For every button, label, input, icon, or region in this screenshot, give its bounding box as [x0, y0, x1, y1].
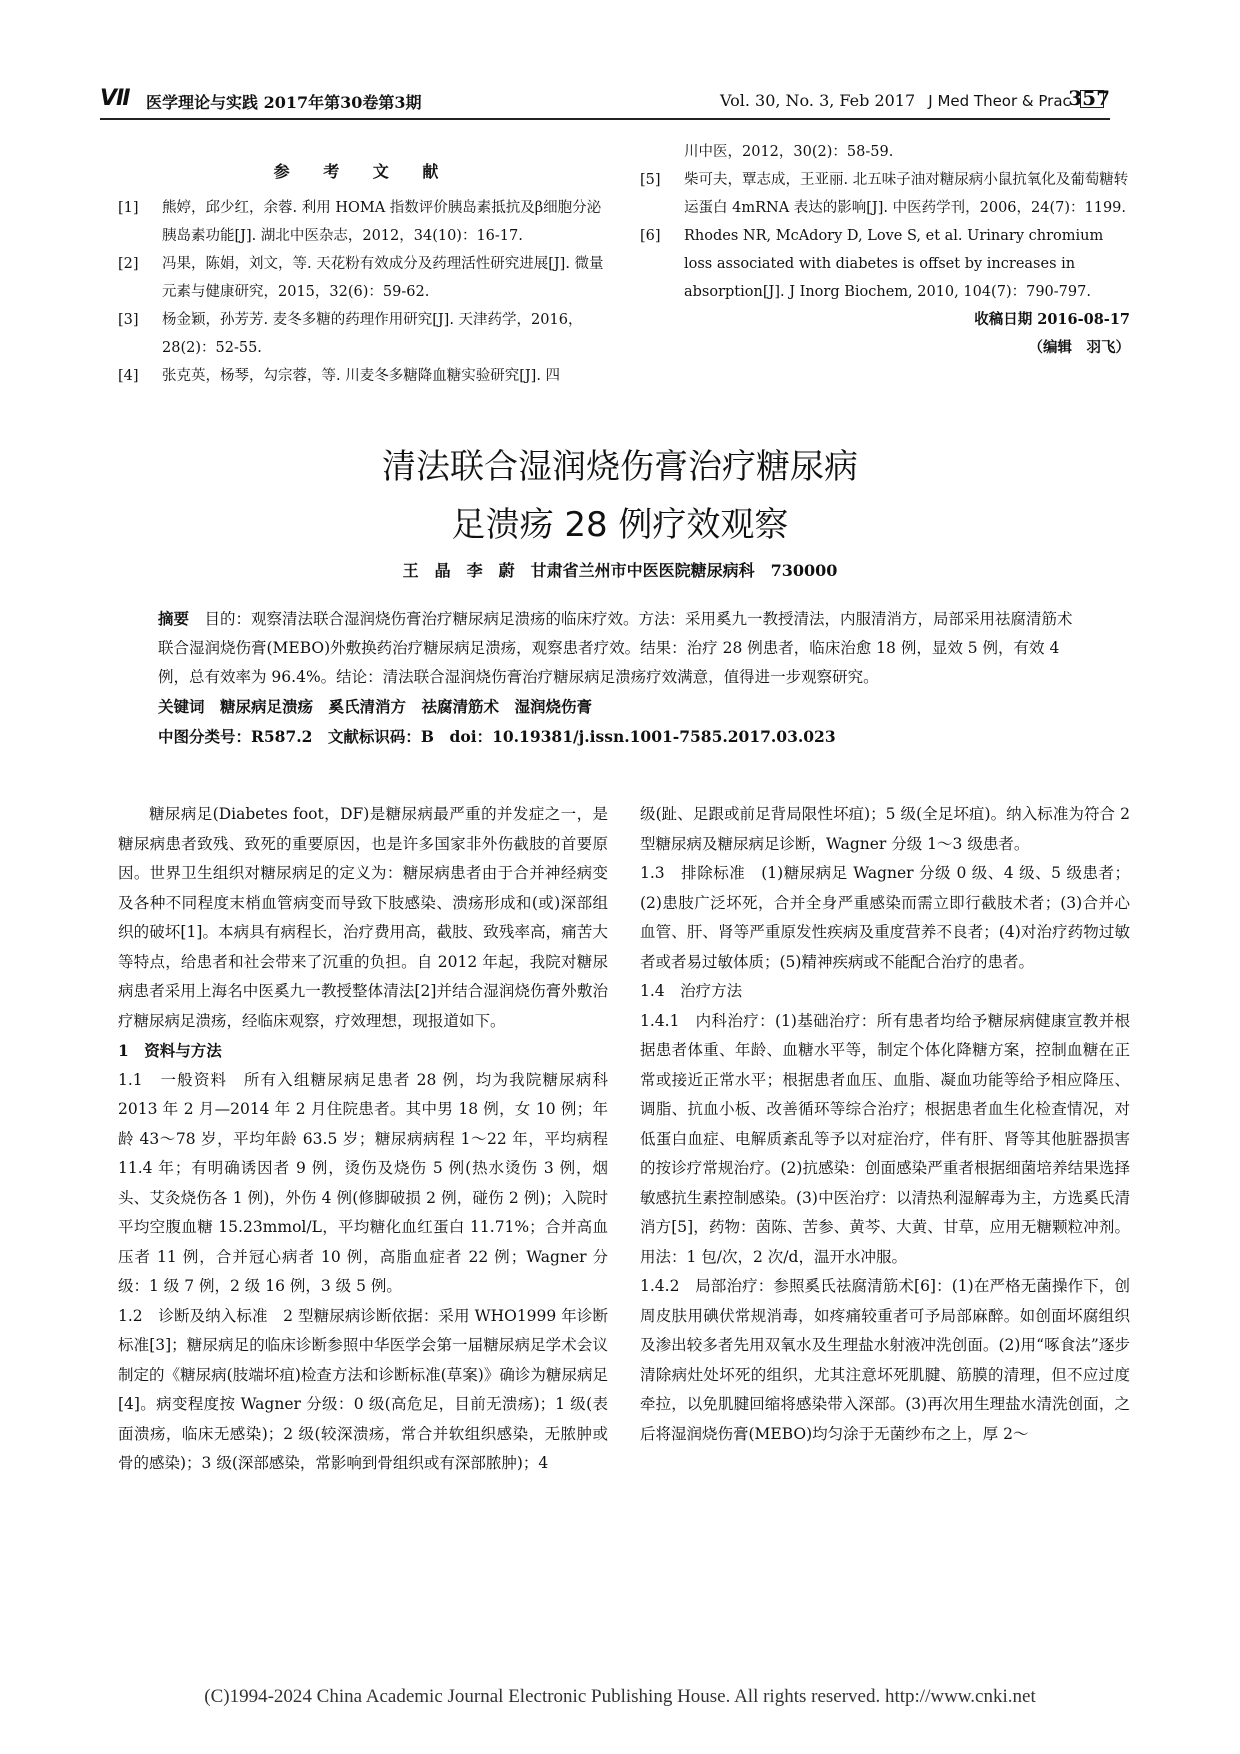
reference-text: 杨金颖，孙芳芳. 麦冬多糖的药理作用研究[J]. 天津药学，2016，28(2)：52-55.: [162, 312, 583, 356]
article-title-line1: 清法联合湿润烧伤膏治疗糖尿病: [382, 447, 858, 487]
reference-item: [118, 362, 608, 390]
reference-text: 柴可夫，覃志成，王亚丽. 北五味子油对糖尿病小鼠抗氧化及葡萄糖转运蛋白 4mRNA 表达的影响[J]. 中医药学刊，2006，24(7)：1199.: [684, 172, 1129, 216]
body-paragraph: 糖尿病足(Diabetes foot，DF)是糖尿病最严重的并发症之一，是糖尿病患者致残、致死的重要原因，也是许多国家非外伤截肢的首要原因。世界卫生组织对糖尿病足的定义为：糖尿病患者由于合并神经病变及各种不同程度末梢血管病变而导致下肢感染、溃疡形成和(或)深部组织的破坏[1]。本病具有病程长，治疗费用高，截肢、致残率高，痛苦大等特点，给患者和社会带来了沉重的负担。自 2012 年起，我院对糖尿病患者采用上海名中医奚九一教授整体清法[2]并结合湿润烧伤膏外敷治疗糖尿病足溃疡，经临床观察，疗效理想，现报道如下。: [118, 805, 608, 1030]
section-heading: 1 资料与方法: [118, 1041, 222, 1060]
article-authors: 王 晶 李 蔚 甘肃省兰州市中医医院糖尿病科 730000: [402, 561, 838, 580]
classification: 中图分类号：R587.2 文献标识码：B doi：10.19381/j.issn.1001-7585.2017.03.023: [158, 727, 836, 746]
references-right-column: [640, 138, 1130, 362]
subsection-paragraph: 1.3 排除标准 (1)糖尿病足 Wagner 分级 0 级、4 级、5 级患者；(2)患肢广泛坏死，合并全身严重感染而需立即行截肢术者；(3)合并心血管、肝、肾等严重原发性疾病及重度营养不良者；(4)对治疗药物过敏者或者易过敏体质；(5)精神疾病或不能配合治疗的患者。: [640, 864, 1130, 971]
reference-number: [3]: [118, 312, 139, 328]
reference-text: 冯果，陈娟，刘文，等. 天花粉有效成分及药理活性研究进展[J]. 微量元素与健康研究，2015，32(6)：59-62.: [162, 256, 604, 300]
editor-note: （编辑 羽飞）: [1028, 339, 1130, 356]
header-left: 医学理论与实践 2017年第30卷第3期: [146, 93, 422, 112]
body-right-column: [640, 800, 1130, 1449]
header-volume: Vol. 30, No. 3, Feb 2017: [720, 91, 916, 110]
subsection-paragraph: 1.4.2 局部治疗：参照奚氏祛腐清筋术[6]：(1)在严格无菌操作下，创周皮肤用碘伏常规消毒，如疼痛较重者可予局部麻醉。如创面坏腐组织及渗出较多者先用双氧水及生理盐水射液冲洗创面。(2)用“啄食法”逐步清除病灶处坏死的组织，尤其注意坏死肌腱、筋膜的清理，但不应过度牵拉，以免肌腱回缩将感染带入深部。(3)再次用生理盐水清洗创面，之后将湿润烧伤膏(MEBO)均匀涂于无菌纱布之上，厚 2～: [640, 1277, 1130, 1443]
abstract-block: [158, 604, 1088, 751]
header-journal-en: J Med Theor & Prac: [928, 92, 1071, 110]
article-title: [0, 438, 1240, 554]
received-date: 收稿日期 2016-08-17: [974, 311, 1130, 328]
reference-item: [118, 250, 608, 306]
reference-item: [118, 306, 608, 362]
reference-text: Rhodes NR, McAdory D, Love S, et al. Urinary chromium loss associated with diabetes is offset by increases in absorption[J]. J Inorg Biochem, 2010, 104(7)：790-797.: [684, 228, 1104, 300]
keywords-text: 糖尿病足溃疡 奚氏清消方 祛腐清筋术 湿润烧伤膏: [220, 697, 593, 716]
abstract-label: 摘要: [158, 609, 190, 628]
body-left-column: [118, 800, 608, 1479]
reference-number: [1]: [118, 200, 139, 216]
abstract-text: 目的：观察清法联合湿润烧伤膏治疗糖尿病足溃疡的临床疗效。方法：采用奚九一教授清法，内服清消方，局部采用祛腐清筋术联合湿润烧伤膏(MEBO)外敷换药治疗糖尿病足溃疡，观察患者疗效。结果：治疗 28 例患者，临床治愈 18 例，显效 5 例，有效 4 例，总有效率为 96.4%。结论：清法联合湿润烧伤膏治疗糖尿病足溃疡疗效满意，值得进一步观察研究。: [158, 610, 1073, 686]
keywords-label: 关键词: [158, 697, 205, 716]
reference-item: [118, 194, 608, 250]
subsection-paragraph: 1.4.1 内科治疗：(1)基础治疗：所有患者均给予糖尿病健康宣教并根据患者体重、年龄、血糖水平等，制定个体化降糖方案，控制血糖在正常或接近正常水平；根据患者血压、血脂、凝血功能等给予相应降压、调脂、抗血小板、改善循环等综合治疗；根据患者血生化检查情况，对低蛋白血症、电解质紊乱等予以对症治疗，伴有肝、肾等其他脏器损害的按诊疗常规治疗。(2)抗感染：创面感染严重者根据细菌培养结果选择敏感抗生素控制感染。(3)中医治疗：以清热利湿解毒为主，方选奚氏清消方[5]，药物：茵陈、苦参、黄芩、大黄、甘草，应用无糖颗粒冲剂。用法：1 包/次，2 次/d，温开水冲服。: [640, 1011, 1130, 1266]
reference-number: [2]: [118, 256, 139, 272]
page-number: 357: [1068, 86, 1110, 110]
reference-continuation: 川中医，2012，30(2)：58-59.: [684, 144, 894, 160]
subsection-paragraph: 1.4 治疗方法: [640, 982, 743, 1000]
reference-text: 熊婷，邱少红，余蓉. 利用 HOMA 指数评价胰岛素抵抗及β细胞分泌胰岛素功能[J]. 湖北中医杂志，2012，34(10)：16-17.: [162, 200, 602, 244]
copyright-footer: (C)1994-2024 China Academic Journal Electronic Publishing House. All rights reserved. http://www.cnki.net: [204, 1686, 1036, 1707]
reference-text: 张克英，杨琴，勾宗蓉，等. 川麦冬多糖降血糖实验研究[J]. 四: [162, 368, 561, 384]
article-title-line2: 足溃疡 28 例疗效观察: [451, 505, 789, 545]
reference-number: [6]: [640, 228, 661, 244]
page-header: [100, 86, 1110, 120]
references-title: 参 考 文 献: [273, 162, 453, 181]
reference-number: [4]: [118, 368, 139, 384]
subsection-paragraph: 级(趾、足跟或前足背局限性坏疽)；5 级(全足坏疽)。纳入标准为符合 2 型糖尿病及糖尿病足诊断，Wagner 分级 1～3 级患者。: [640, 805, 1130, 853]
reference-number: [5]: [640, 172, 661, 188]
subsection-paragraph: 1.1 一般资料 所有入组糖尿病足患者 28 例，均为我院糖尿病科 2013 年 2 月—2014 年 2 月住院患者。其中男 18 例，女 10 例；年龄 43～78 岁，平均年龄 63.5 岁；糖尿病病程 1～22 年，平均病程 11.4 年；有明确诱因者 9 例，烫伤及烧伤 5 例(热水烫伤 3 例，烟头、艾灸烧伤各 1 例)，外伤 4 例(修脚破损 2 例，碰伤 2 例)；入院时平均空腹血糖 15.23mmol/L，平均糖化血红蛋白 11.71%；合并高血压者 11 例，合并冠心病者 10 例，高脂血症者 22 例；Wagner 分级：1 级 7 例，2 级 16 例，3 级 5 例。: [118, 1070, 608, 1295]
subsection-paragraph: 1.2 诊断及纳入标准 2 型糖尿病诊断依据：采用 WHO1999 年诊断标准[3]；糖尿病足的临床诊断参照中华医学会第一届糖尿病足学术会议制定的《糖尿病(肢端坏疽)检查方法和诊断标准(草案)》确诊为糖尿病足[4]。病变程度按 Wagner 分级：0 级(高危足，目前无溃疡)；1 级(表面溃疡，临床无感染)；2 级(较深溃疡，常合并软组织感染，无脓肿或骨的感染)；3 级(深部感染，常影响到骨组织或有深部脓肿)；4: [118, 1306, 608, 1472]
header-right: [720, 90, 1104, 110]
reference-item: [640, 166, 1130, 222]
keywords: [158, 692, 1088, 722]
references-left-column: [118, 158, 608, 390]
journal-logo: Ⅶ: [100, 86, 128, 111]
abstract: [158, 604, 1088, 692]
reference-item: [640, 222, 1130, 306]
